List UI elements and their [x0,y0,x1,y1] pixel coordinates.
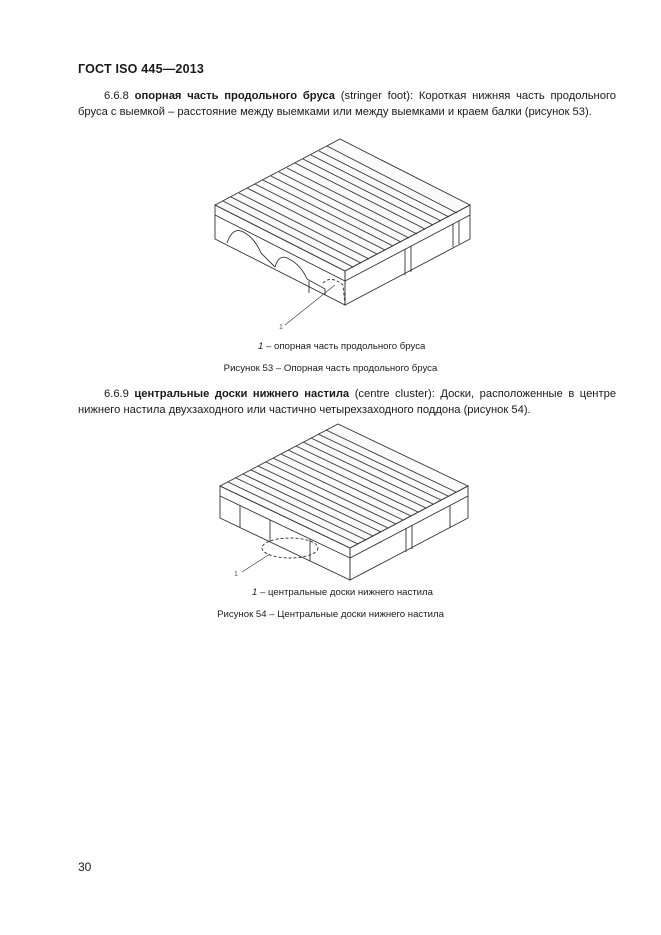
figure-53-caption: Рисунок 53 – Опорная часть продольного бруса [223,363,438,374]
term-english: (centre cluster) [354,388,432,400]
term-heading: центральные доски нижнего настила [134,388,350,400]
callout-leader-line [242,554,270,572]
legend-number: 1 [252,587,258,598]
term-heading: опорная часть продольного бруса [134,90,336,102]
term-definition: : Короткая нижняя часть продольного бруса с выемкой – расстояние между выемками или между выемками и краем балки (рисунок 53). [78,90,617,118]
figure-54-legend [252,587,433,598]
pallet-top-deck [215,139,470,271]
pallet-top-deck [220,424,468,548]
term-definition: : Доски, расположенные в центре нижнего настила двухзаходного или частично четырехзаходного поддона (рисунок 54). [78,388,617,416]
figure-53-pallet-drawing [205,135,480,335]
section-6-6-9 [78,386,616,418]
document-header: ГОСТ ISO 445—2013 [78,62,205,76]
page-number: 30 [78,860,92,874]
figure-54-caption: Рисунок 54 – Центральные доски нижнего настила [217,609,444,620]
legend-text: – центральные доски нижнего настила [257,587,433,598]
figure-54-callout: 1 [234,571,238,578]
section-number: 6.6.8 [104,90,129,102]
legend-number: 1 [258,341,264,352]
legend-text: – опорная часть продольного бруса [263,341,426,352]
figure-54-pallet-drawing [210,418,485,583]
callout-leader-line [285,285,335,325]
figure-53-callout: 1 [279,324,283,331]
section-number: 6.6.9 [104,388,129,400]
term-english: (stringer foot) [340,90,410,102]
figure-53-legend [258,341,425,352]
section-6-6-8 [78,88,616,120]
